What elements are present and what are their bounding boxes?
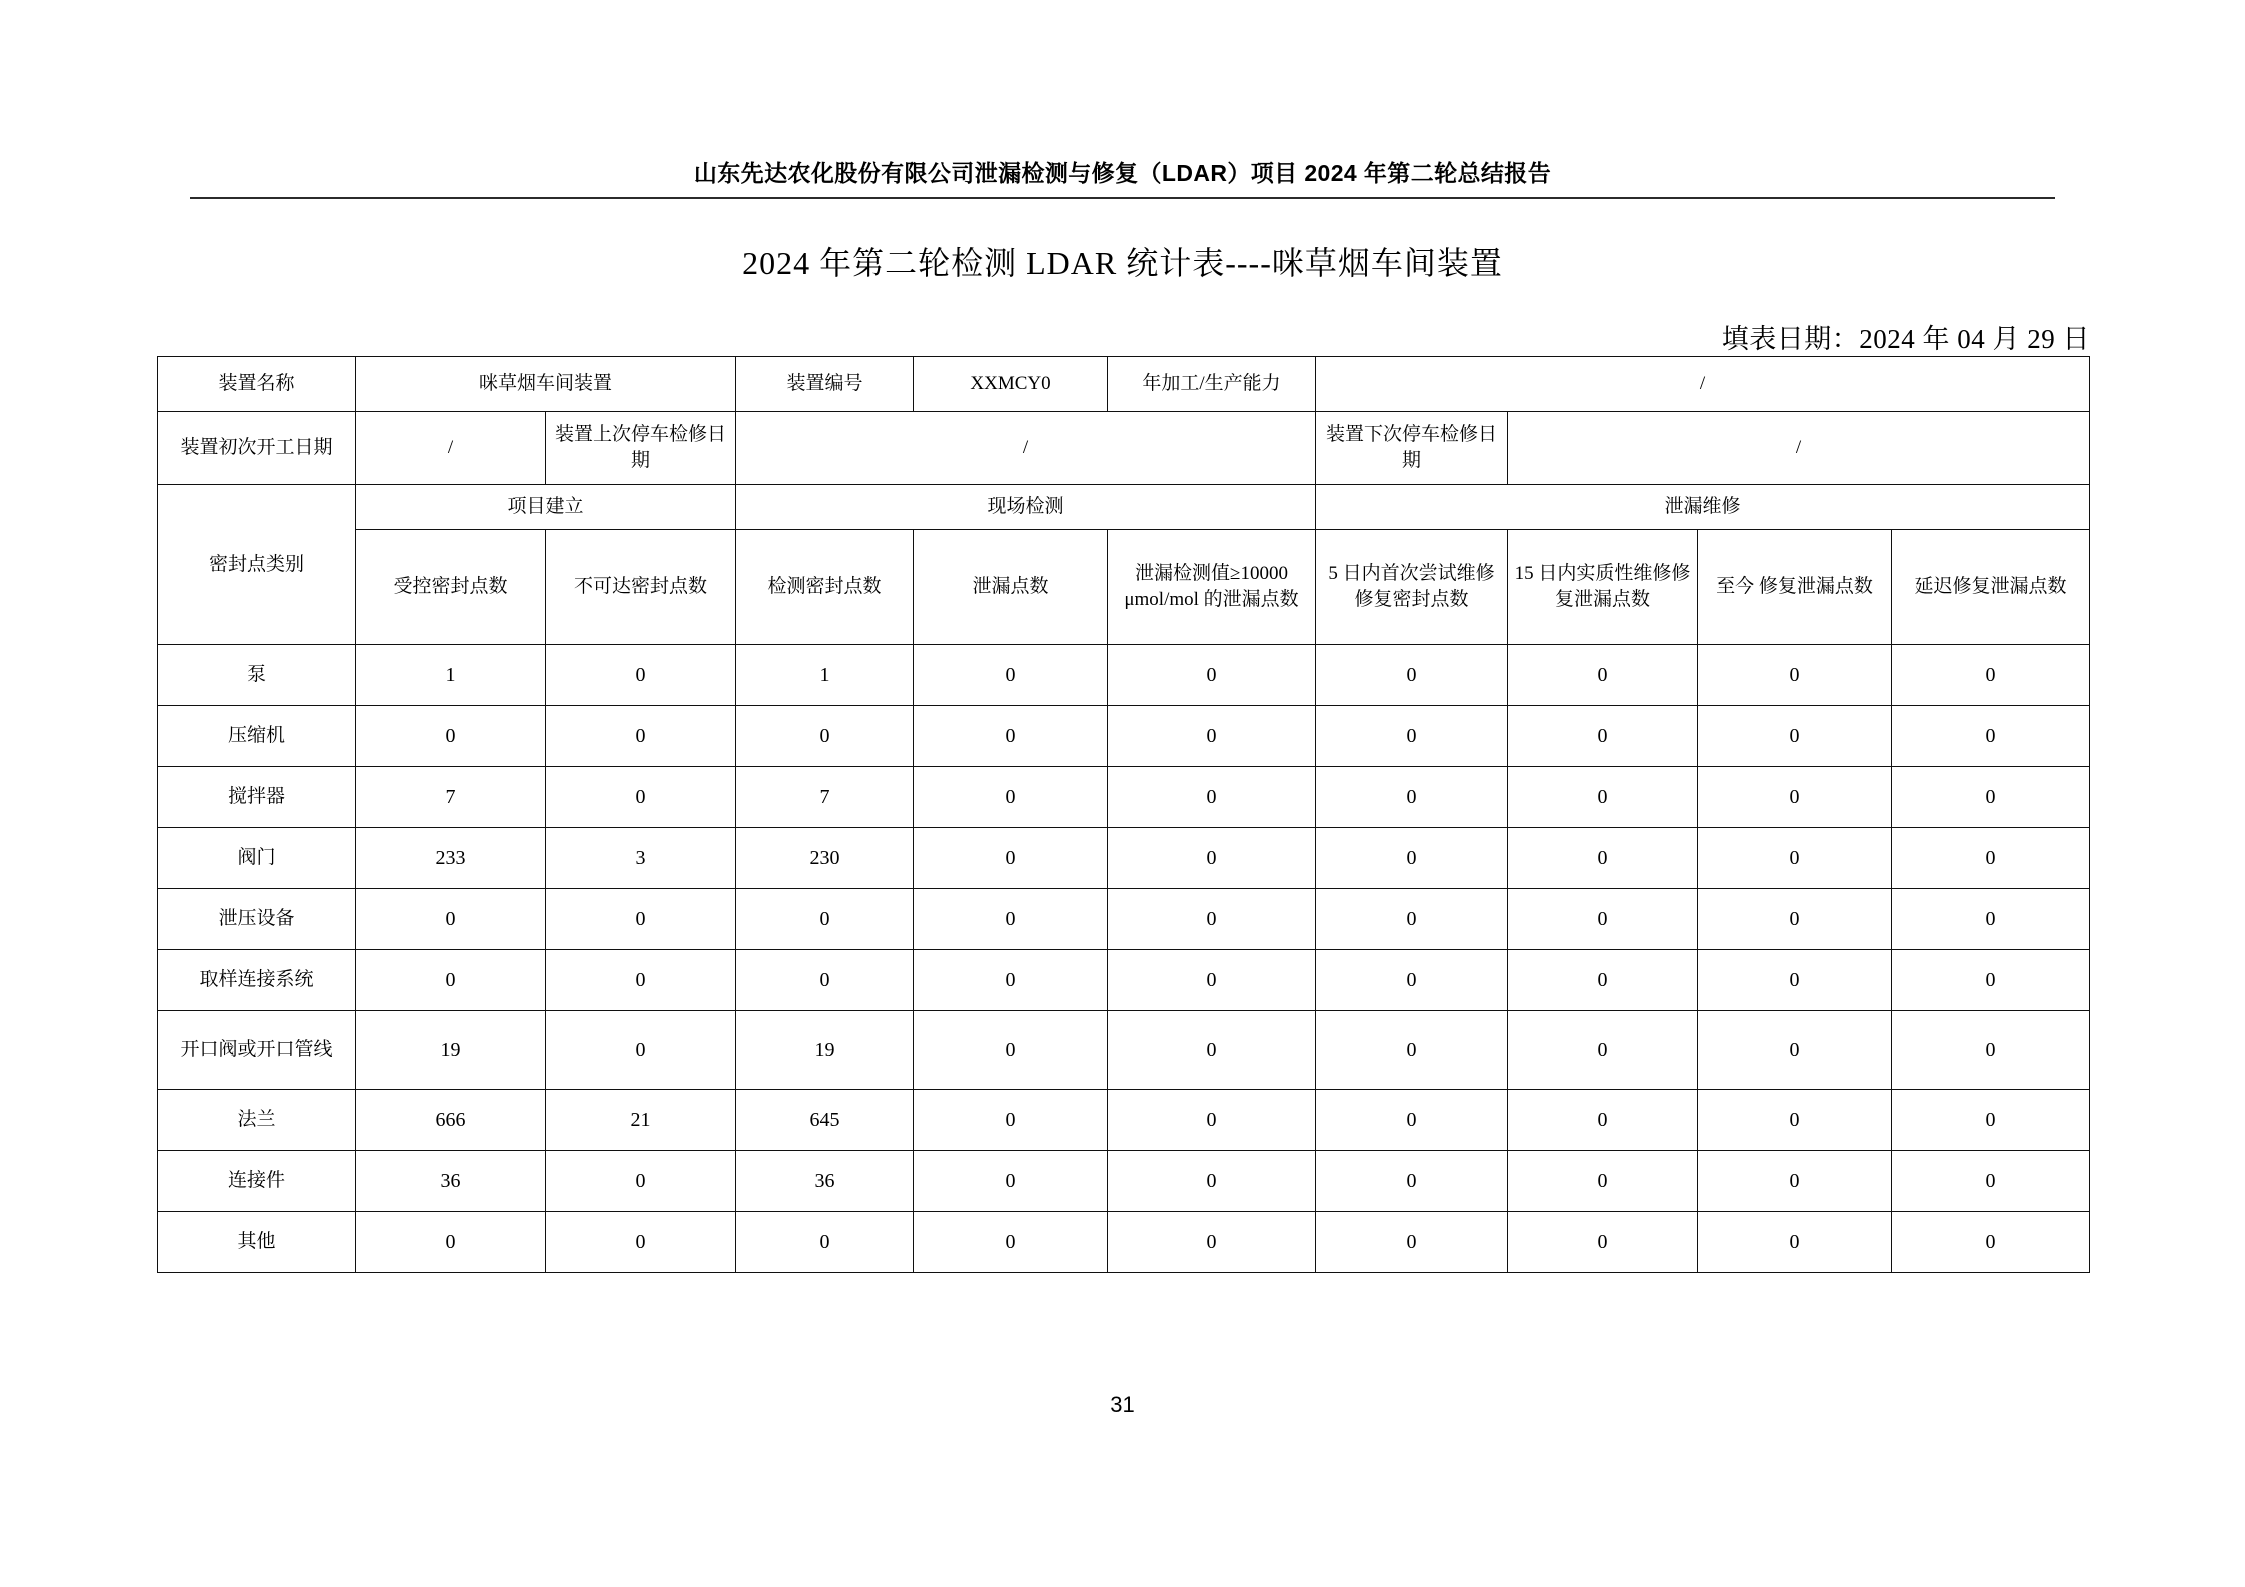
cell-value: 7 <box>736 767 914 828</box>
cell-value: 0 <box>914 828 1108 889</box>
cell-value: 0 <box>1508 889 1698 950</box>
cell-value: 0 <box>1316 767 1508 828</box>
cell-value: 0 <box>1892 1151 2090 1212</box>
table-row <box>158 1212 2090 1273</box>
cell-value: 0 <box>1316 706 1508 767</box>
column-header-row <box>158 530 2090 645</box>
cell-value: 0 <box>736 950 914 1011</box>
table-row <box>158 1011 2090 1090</box>
cell-value: 0 <box>546 767 736 828</box>
col-header-leak-points: 泄漏点数 <box>914 530 1108 645</box>
cell-value: 0 <box>1316 1212 1508 1273</box>
cell-value: 0 <box>914 1151 1108 1212</box>
cell-value: 0 <box>914 1011 1108 1090</box>
cell-value: 0 <box>736 889 914 950</box>
cell-value: 0 <box>356 706 546 767</box>
cell-value: 0 <box>1698 950 1892 1011</box>
cell-value: 0 <box>1698 828 1892 889</box>
cell-value: 0 <box>546 889 736 950</box>
cell-value: 36 <box>356 1151 546 1212</box>
cell-value: 0 <box>546 1212 736 1273</box>
cell-value: 0 <box>1316 1090 1508 1151</box>
cell-value: 0 <box>1892 1212 2090 1273</box>
table-row <box>158 645 2090 706</box>
group-header-field-detection: 现场检测 <box>736 485 1316 530</box>
device-code-label: 装置编号 <box>736 357 914 412</box>
cell-value: 0 <box>1316 1151 1508 1212</box>
capacity-label: 年加工/生产能力 <box>1108 357 1316 412</box>
cell-value: 0 <box>1108 645 1316 706</box>
first-startup-label: 装置初次开工日期 <box>158 412 356 485</box>
cell-value: 0 <box>1316 1011 1508 1090</box>
group-header-leak-repair: 泄漏维修 <box>1316 485 2090 530</box>
cell-value: 0 <box>1892 1011 2090 1090</box>
cell-value: 0 <box>1316 645 1508 706</box>
last-shutdown-value: / <box>736 412 1316 485</box>
cell-value: 0 <box>1892 645 2090 706</box>
table-row <box>158 828 2090 889</box>
cell-value: 0 <box>1892 706 2090 767</box>
cell-value: 19 <box>356 1011 546 1090</box>
cell-value: 0 <box>356 950 546 1011</box>
row-label: 法兰 <box>158 1090 356 1151</box>
cell-value: 0 <box>736 1212 914 1273</box>
ldar-statistics-table-wrapper <box>157 356 2089 1273</box>
cell-value: 1 <box>356 645 546 706</box>
cell-value: 36 <box>736 1151 914 1212</box>
row-label: 阀门 <box>158 828 356 889</box>
cell-value: 0 <box>914 706 1108 767</box>
meta-row-device-identity <box>158 357 2090 412</box>
cell-value: 0 <box>1108 889 1316 950</box>
cell-value: 0 <box>1316 889 1508 950</box>
cell-value: 0 <box>1108 828 1316 889</box>
cell-value: 0 <box>914 767 1108 828</box>
cell-value: 0 <box>1108 1011 1316 1090</box>
cell-value: 0 <box>1508 767 1698 828</box>
cell-value: 0 <box>1698 1090 1892 1151</box>
cell-value: 0 <box>914 645 1108 706</box>
cell-value: 0 <box>1698 645 1892 706</box>
cell-value: 0 <box>546 1151 736 1212</box>
cell-value: 233 <box>356 828 546 889</box>
cell-value: 19 <box>736 1011 914 1090</box>
table-row <box>158 767 2090 828</box>
table-row <box>158 889 2090 950</box>
cell-value: 0 <box>736 706 914 767</box>
col-header-repaired-to-date: 至今 修复泄漏点数 <box>1698 530 1892 645</box>
cell-value: 0 <box>1508 1011 1698 1090</box>
last-shutdown-label: 装置上次停车检修日期 <box>546 412 736 485</box>
cell-value: 0 <box>1508 1151 1698 1212</box>
cell-value: 0 <box>1508 1212 1698 1273</box>
cell-value: 0 <box>914 889 1108 950</box>
cell-value: 0 <box>914 1090 1108 1151</box>
cell-value: 0 <box>546 950 736 1011</box>
col-header-high-leak-points: 泄漏检测值≥10000 μmol/mol 的泄漏点数 <box>1108 530 1316 645</box>
row-label: 连接件 <box>158 1151 356 1212</box>
cell-value: 666 <box>356 1090 546 1151</box>
cell-value: 0 <box>1892 889 2090 950</box>
table-row <box>158 1151 2090 1212</box>
cell-value: 230 <box>736 828 914 889</box>
cell-value: 7 <box>356 767 546 828</box>
cell-value: 0 <box>546 1011 736 1090</box>
cell-value: 3 <box>546 828 736 889</box>
cell-value: 0 <box>1698 1011 1892 1090</box>
meta-row-shutdown-dates <box>158 412 2090 485</box>
cell-value: 0 <box>1108 1212 1316 1273</box>
device-code-value: XXMCY0 <box>914 357 1108 412</box>
running-header: 山东先达农化股份有限公司泄漏检测与修复（LDAR）项目 2024 年第二轮总结报告 <box>693 160 1552 186</box>
row-header-label: 密封点类别 <box>158 485 356 645</box>
col-header-delayed-repair: 延迟修复泄漏点数 <box>1892 530 2090 645</box>
cell-value: 0 <box>356 889 546 950</box>
cell-value: 0 <box>1892 950 2090 1011</box>
cell-value: 0 <box>1316 828 1508 889</box>
cell-value: 0 <box>1698 767 1892 828</box>
header-divider-rule <box>190 197 2055 199</box>
cell-value: 0 <box>356 1212 546 1273</box>
row-label: 压缩机 <box>158 706 356 767</box>
col-header-unreachable-points: 不可达密封点数 <box>546 530 736 645</box>
cell-value: 0 <box>546 645 736 706</box>
col-header-first-attempt-5day: 5 日内首次尝试维修修复密封点数 <box>1316 530 1508 645</box>
row-label: 取样连接系统 <box>158 950 356 1011</box>
cell-value: 0 <box>546 706 736 767</box>
row-label: 泄压设备 <box>158 889 356 950</box>
first-startup-value: / <box>356 412 546 485</box>
cell-value: 645 <box>736 1090 914 1151</box>
page-title: 2024 年第二轮检测 LDAR 统计表----咪草烟车间装置 <box>742 245 1503 281</box>
table-row <box>158 1090 2090 1151</box>
next-shutdown-label: 装置下次停车检修日期 <box>1316 412 1508 485</box>
cell-value: 0 <box>1892 767 2090 828</box>
cell-value: 0 <box>1108 1151 1316 1212</box>
fill-date-line: 填表日期：2024 年 04 月 29 日 <box>1721 324 2090 354</box>
column-group-header-row <box>158 485 2090 530</box>
cell-value: 0 <box>1316 950 1508 1011</box>
cell-value: 0 <box>1508 950 1698 1011</box>
cell-value: 1 <box>736 645 914 706</box>
col-header-detected-points: 检测密封点数 <box>736 530 914 645</box>
cell-value: 0 <box>1508 706 1698 767</box>
cell-value: 0 <box>1108 1090 1316 1151</box>
cell-value: 0 <box>1108 950 1316 1011</box>
col-header-controlled-points: 受控密封点数 <box>356 530 546 645</box>
cell-value: 0 <box>1508 1090 1698 1151</box>
row-label: 搅拌器 <box>158 767 356 828</box>
page-number: 31 <box>1110 1392 1135 1417</box>
cell-value: 0 <box>914 950 1108 1011</box>
cell-value: 0 <box>1892 1090 2090 1151</box>
cell-value: 0 <box>1698 1212 1892 1273</box>
cell-value: 0 <box>1108 767 1316 828</box>
device-name-label: 装置名称 <box>158 357 356 412</box>
cell-value: 0 <box>914 1212 1108 1273</box>
row-label: 其他 <box>158 1212 356 1273</box>
cell-value: 0 <box>1508 828 1698 889</box>
cell-value: 0 <box>1508 645 1698 706</box>
cell-value: 0 <box>1698 1151 1892 1212</box>
table-row <box>158 950 2090 1011</box>
group-header-project-setup: 项目建立 <box>356 485 736 530</box>
device-name-value: 咪草烟车间装置 <box>356 357 736 412</box>
row-label: 开口阀或开口管线 <box>158 1011 356 1090</box>
next-shutdown-value: / <box>1508 412 2090 485</box>
cell-value: 0 <box>1892 828 2090 889</box>
cell-value: 0 <box>1698 706 1892 767</box>
capacity-value: / <box>1316 357 2090 412</box>
cell-value: 0 <box>1108 706 1316 767</box>
cell-value: 0 <box>1698 889 1892 950</box>
col-header-substantive-repair-15day: 15 日内实质性维修修复泄漏点数 <box>1508 530 1698 645</box>
row-label: 泵 <box>158 645 356 706</box>
ldar-statistics-table <box>157 356 2090 1273</box>
table-row <box>158 706 2090 767</box>
cell-value: 21 <box>546 1090 736 1151</box>
